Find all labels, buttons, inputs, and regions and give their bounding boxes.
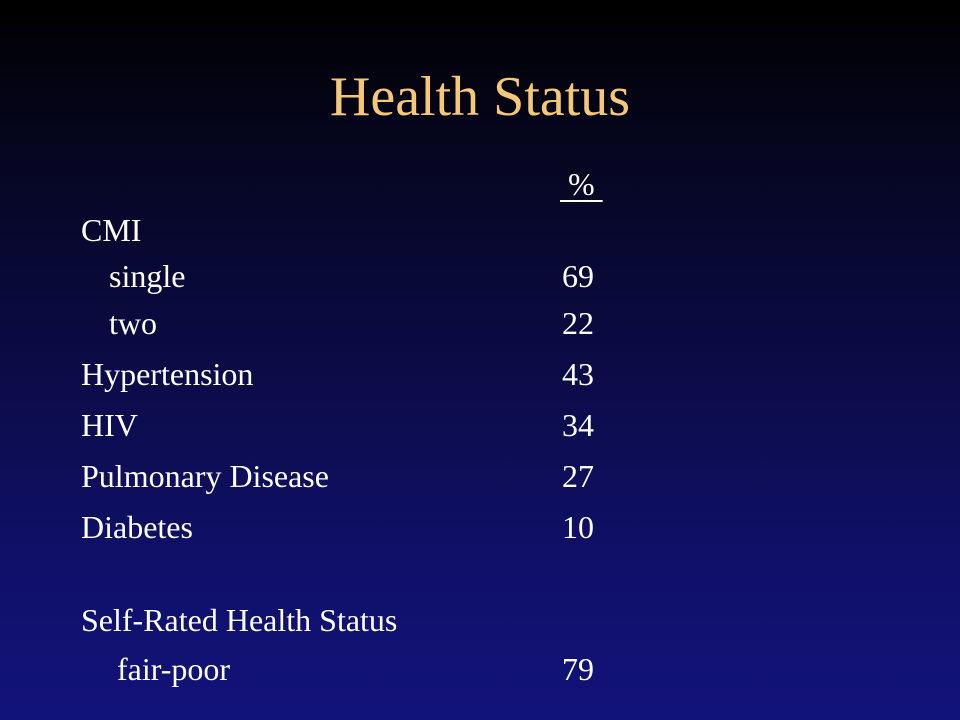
row-value: 27 [562,458,594,494]
row-value: 34 [562,407,594,443]
percent-column-header: % [560,166,603,202]
table-row-cmi [0,208,960,252]
row-label: single [109,258,186,294]
row-value: 43 [562,356,594,392]
table-row-fair-poor [0,647,960,691]
row-label: fair-poor [117,651,231,687]
table-row-diabetes [0,505,960,549]
row-value: 22 [562,305,594,341]
row-label: Self-Rated Health Status [81,602,398,638]
row-value: 10 [562,509,594,545]
row-label: Hypertension [81,356,254,392]
row-label: Diabetes [81,509,193,545]
row-value: 69 [562,258,594,294]
row-label: two [109,305,157,341]
table-row-pulmonary-disease [0,454,960,498]
slide-title: Health Status [329,66,631,128]
row-label: Pulmonary Disease [81,458,329,494]
table-row-two [0,301,960,345]
table-row-hiv [0,403,960,447]
table-row-single [0,254,960,298]
row-label: HIV [81,407,138,443]
row-value: 79 [562,651,594,687]
table-row-hypertension [0,352,960,396]
table-row-self-rated-health-status [0,598,960,642]
row-label: CMI [81,212,142,248]
